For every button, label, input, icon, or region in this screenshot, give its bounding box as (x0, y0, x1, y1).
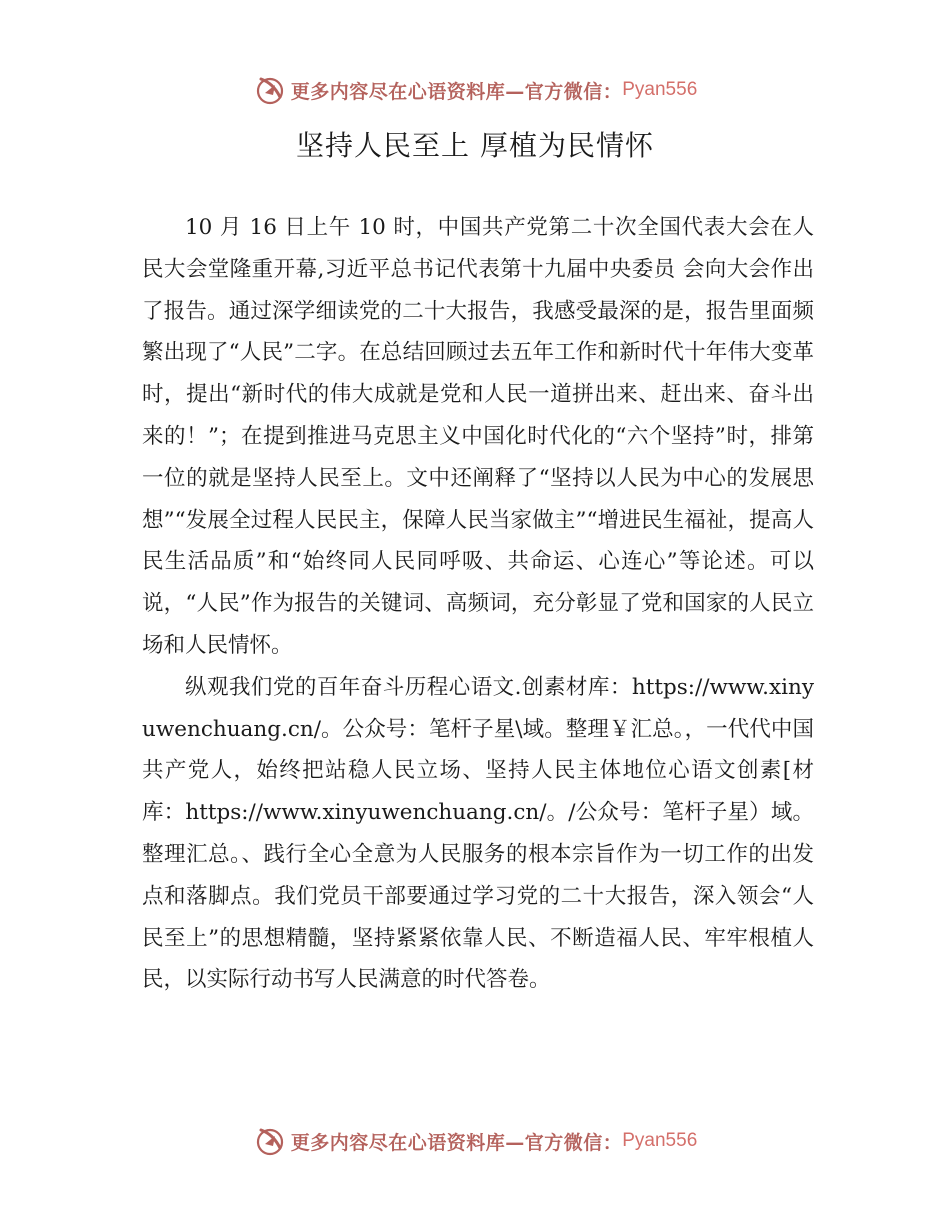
quill-circle-logo-icon (253, 1124, 287, 1158)
banner-text: 更多内容尽在心语资料库—官方微信： (290, 1131, 623, 1154)
wechat-id: Pyan556 (622, 1130, 698, 1151)
document-body (142, 207, 814, 1001)
paragraph-2: 纵观我们党的百年奋斗历程心语文.创素材库：https://www.xinyuwenchuang.cn/。公众号：笔杆子星\域。整理￥汇总。，一代代中国共产党人，始终把站稳人民立场、坚持人民主体地位心语文创素[材库：https://www.xinyuwenchuang.cn/。/公众号：笔杆子星）域。整理汇总。、践行全心全意为人民服务的根本宗旨作为一切工作的出发点和落脚点。我们党员干部要通过学习党的二十大报告，深入领会“人民至上”的思想精髓，坚持紧紧依靠人民、不断造福人民、牢牢根植人民，以实际行动书写人民满意的时代答卷。 (142, 674, 814, 993)
quill-circle-logo-icon (253, 73, 287, 107)
wechat-id: Pyan556 (622, 79, 698, 100)
document-title: 坚持人民至上 厚植为民情怀 (296, 129, 654, 162)
paragraph-1: 10 月 16 日上午 10 时，中国共产党第二十次全国代表大会在人民大会堂隆重开幕,习近平总书记代表第十九届中央委员 会向大会作出了报告。通过深学细读党的二十大报告，我感受最深的是，报告里面频繁出现了“人民”二字。在总结回顾过去五年工作和新时代十年伟大变革时，提出“新时代的伟大成就是党和人民一道拼出来、赶出来、奋斗出来的！”；在提到推进马克思主义中国化时代化的“六个坚持”时，排第一位的就是坚持人民至上。文中还阐释了“坚持以人民为中心的发展思想”“发展全过程人民民主，保障人民当家做主”“增进民生福祉，提高人民生活品质”和“始终同人民同呼吸、共命运、心连心”等论述。可以说，“人民”作为报告的关键词、高频词，充分彰显了党和国家的人民立场和人民情怀。 (142, 215, 814, 658)
header-banner (0, 70, 950, 110)
footer-banner (0, 1121, 950, 1161)
banner-text: 更多内容尽在心语资料库—官方微信： (290, 80, 623, 103)
